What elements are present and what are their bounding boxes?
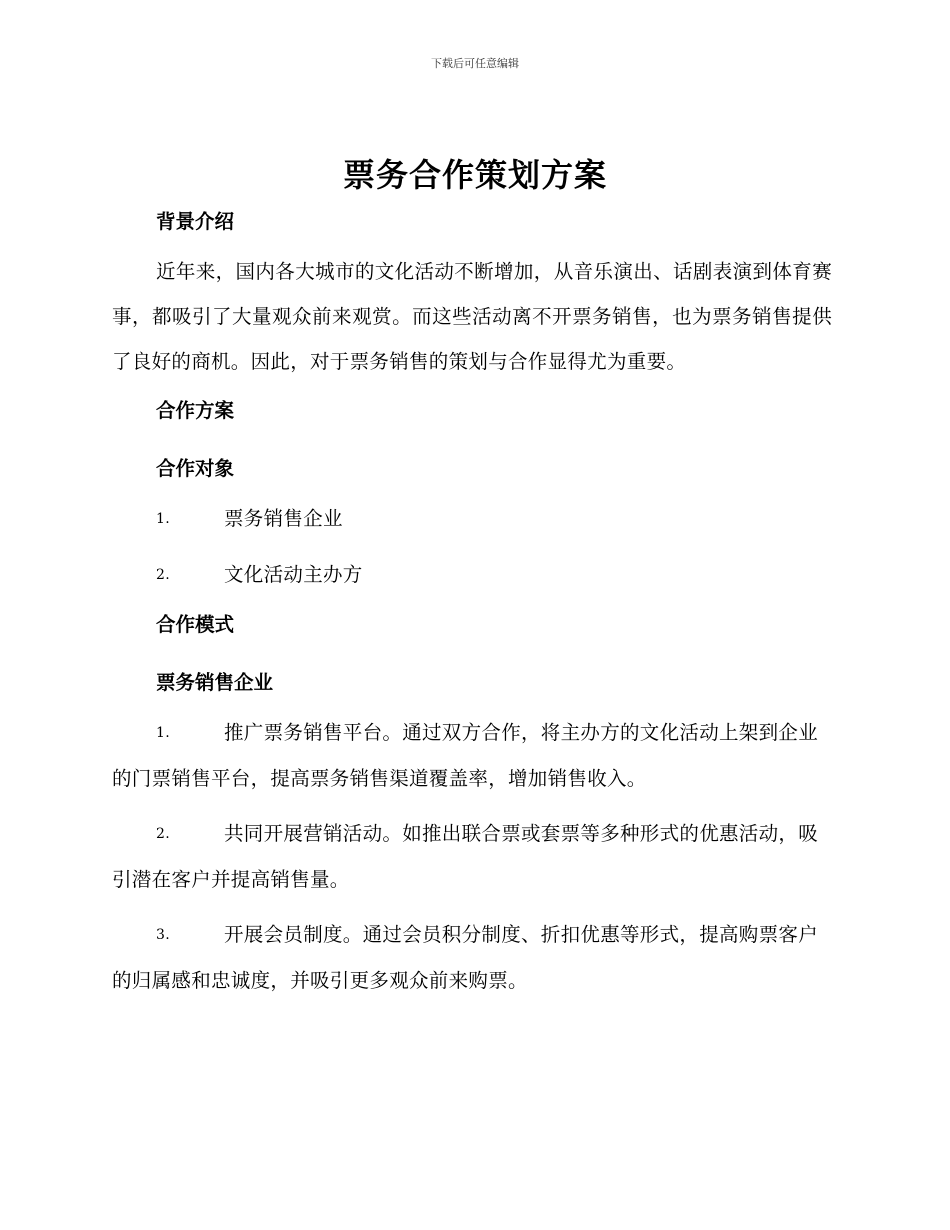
list-number: 1.: [156, 725, 170, 741]
page-header-note: 下载后可任意编辑: [431, 57, 519, 70]
list-text: 开展会员制度。通过会员积分制度、折扣优惠等形式，提高购票客户的归属感和忠诚度，并吸引更多观众前来购票。: [112, 923, 819, 992]
document-title: 票务合作策划方案: [342, 156, 607, 194]
list-item: [112, 496, 832, 542]
heading-background: 背景介绍: [156, 210, 235, 233]
paragraph-background: 近年来，国内各大城市的文化活动不断增加，从音乐演出、话剧表演到体育赛事，都吸引了大量观众前来观赏。而这些活动离不开票务销售，也为票务销售提供了良好的商机。因此，对于票务销售的策划与合作显得尤为重要。: [112, 260, 832, 373]
list-text: 推广票务销售平台。通过双方合作，将主办方的文化活动上架到企业的门票销售平台，提高票务销售渠道覆盖率，增加销售收入。: [112, 721, 819, 790]
heading-cooperation-partners: 合作对象: [156, 457, 235, 480]
list-item: [112, 811, 832, 902]
heading-cooperation-plan: 合作方案: [156, 399, 235, 422]
list-number: 2.: [156, 826, 170, 842]
heading-ticketing-company: 票务销售企业: [156, 671, 274, 694]
list-item: [112, 912, 832, 1003]
list-number: 3.: [156, 927, 170, 943]
list-text: 共同开展营销活动。如推出联合票或套票等多种形式的优惠活动，吸引潜在客户并提高销售量。: [112, 822, 819, 891]
document-body: [112, 205, 832, 1003]
list-number: 1.: [156, 511, 170, 527]
list-text: 文化活动主办方: [224, 563, 363, 586]
list-number: 2.: [156, 567, 170, 583]
heading-cooperation-mode: 合作模式: [156, 613, 235, 636]
list-item: [112, 710, 832, 801]
list-text: 票务销售企业: [224, 507, 343, 530]
list-item: [112, 552, 832, 598]
